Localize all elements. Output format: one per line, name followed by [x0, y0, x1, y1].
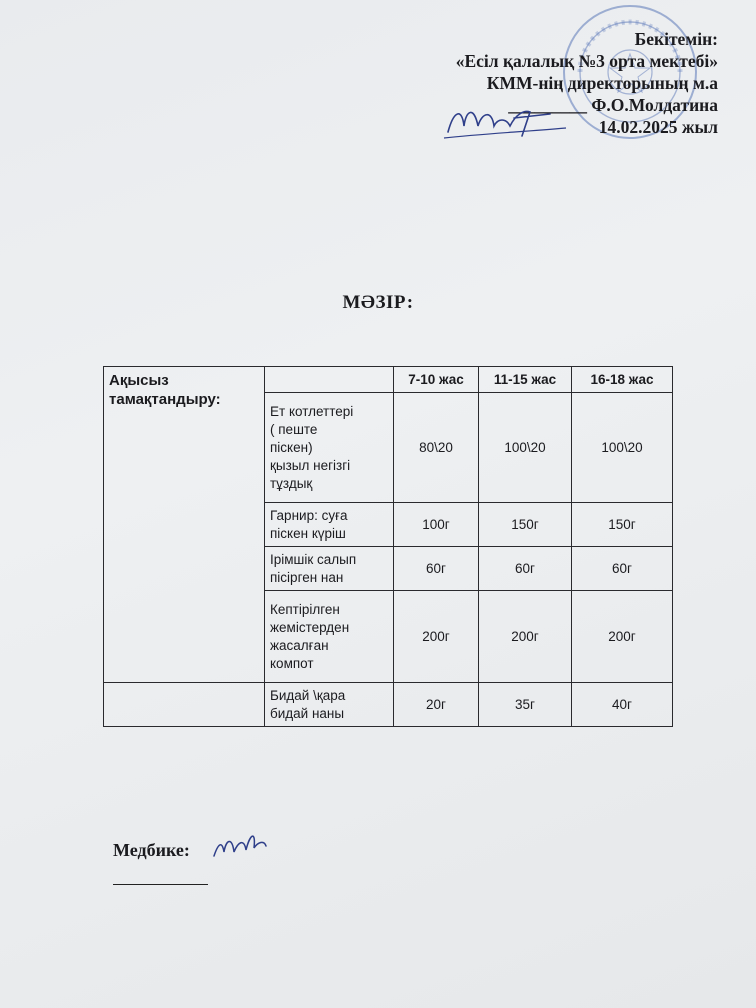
portion-16-18: 100\20	[572, 393, 673, 503]
nurse-signature	[210, 826, 270, 866]
dish-name: Бидай \қара бидай наны	[265, 683, 394, 727]
menu-table	[103, 366, 673, 727]
dish-name: Ет котлеттері ( пеште піскен) қызыл негізгі тұздық	[265, 393, 394, 503]
portion-16-18: 200г	[572, 591, 673, 683]
table-header-age-7-10: 7-10 жас	[394, 367, 479, 393]
portion-7-10: 20г	[394, 683, 479, 727]
portion-11-15: 60г	[479, 547, 572, 591]
portion-11-15: 200г	[479, 591, 572, 683]
portion-16-18: 60г	[572, 547, 673, 591]
menu-title: МӘЗІР:	[342, 292, 414, 313]
portion-16-18: 150г	[572, 503, 673, 547]
director-signature	[440, 96, 570, 146]
table-header-row	[104, 367, 673, 393]
director-title: КММ-нің директорының м.а	[486, 73, 718, 93]
dish-name: Гарнир: суға піскен күріш	[265, 503, 394, 547]
portion-11-15: 35г	[479, 683, 572, 727]
portion-11-15: 100\20	[479, 393, 572, 503]
empty-label-cell	[104, 683, 265, 727]
table-header-age-11-15: 11-15 жас	[479, 367, 572, 393]
portion-16-18: 40г	[572, 683, 673, 727]
table-row	[104, 683, 673, 727]
nurse-label: Медбике:	[113, 840, 190, 860]
portion-7-10: 200г	[394, 591, 479, 683]
portion-11-15: 150г	[479, 503, 572, 547]
portion-7-10: 100г	[394, 503, 479, 547]
portion-7-10: 80\20	[394, 393, 479, 503]
portion-7-10: 60г	[394, 547, 479, 591]
school-name: «Есіл қалалық №3 орта мектебі»	[455, 51, 718, 71]
dish-name: Кептірілген жемістерден жасалған компот	[265, 591, 394, 683]
approval-date: 14.02.2025 жыл	[598, 117, 718, 137]
free-meals-label: Ақысыз тамақтандыру:	[104, 367, 265, 683]
table-header-empty	[265, 367, 394, 393]
approval-heading: Бекітемін:	[634, 29, 718, 49]
dish-name: Ірімшік салып пісірген нан	[265, 547, 394, 591]
nurse-signature-line	[113, 884, 208, 885]
table-header-age-16-18: 16-18 жас	[572, 367, 673, 393]
director-name: _________ Ф.О.Молдатина	[508, 95, 718, 115]
